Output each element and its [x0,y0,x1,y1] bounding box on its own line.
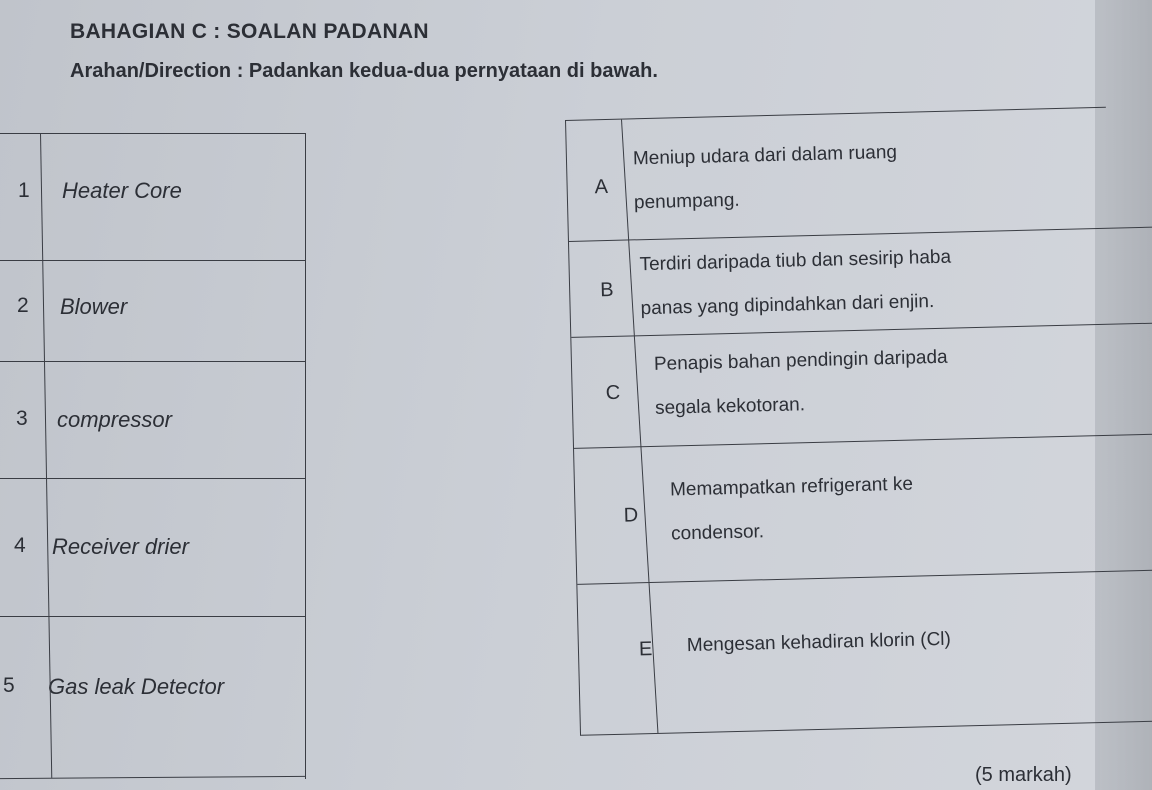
right-row-text [653,336,949,431]
left-row-text: Gas leak Detector [48,674,225,699]
right-matching-table [565,107,1121,736]
right-row-letter: D [623,504,639,527]
right-row-line: Terdiri daripada tiub dan sesirip haba [639,246,952,276]
right-row-letter: B [599,278,614,302]
section-heading: BAHAGIAN C : SOALAN PADANAN [70,20,429,43]
left-row-number: 1 [18,179,30,202]
left-row-text: Heater Core [62,178,182,203]
right-row-line: Memampatkan refrigerant ke [669,473,914,501]
right-row-line: segala kekotoran. [654,394,806,419]
left-row-number: 4 [14,534,26,557]
right-row-line: Meniup udara dari dalam ruang [632,141,898,170]
right-row-d [574,434,1152,585]
right-row-text [686,618,951,668]
left-row-number: 3 [16,407,28,430]
right-row-letter: E [638,638,653,661]
right-row-line: Penapis bahan pendingin daripada [653,346,948,375]
left-row-number: 2 [17,294,29,317]
left-row-text: Receiver drier [52,534,189,559]
left-row-1 [0,134,305,261]
right-row-text [639,236,953,332]
left-row-text: Blower [60,294,128,319]
right-row-b [569,227,1152,338]
right-row-line: panas yang dipindahkan dari enjin. [640,291,935,320]
left-row-5 [0,617,305,777]
left-row-number: 5 [3,674,15,697]
direction-text: Arahan/Direction : Padankan kedua-dua pernyataan di bawah. [70,60,658,82]
right-row-a [566,106,1152,242]
right-row-text [670,463,915,557]
right-row-c [571,323,1152,449]
right-row-letter: C [605,381,621,405]
right-row-letter: A [594,175,609,199]
right-row-line: condensor. [670,521,765,545]
right-row-line: Mengesan kehadiran klorin (Cl) [686,628,952,657]
left-row-2 [0,261,305,362]
marks-label: (5 markah) [975,764,1072,786]
right-row-line: penumpang. [633,189,740,214]
right-row-text [632,131,898,225]
left-row-text: compressor [57,407,172,432]
right-row-e [577,570,1152,736]
